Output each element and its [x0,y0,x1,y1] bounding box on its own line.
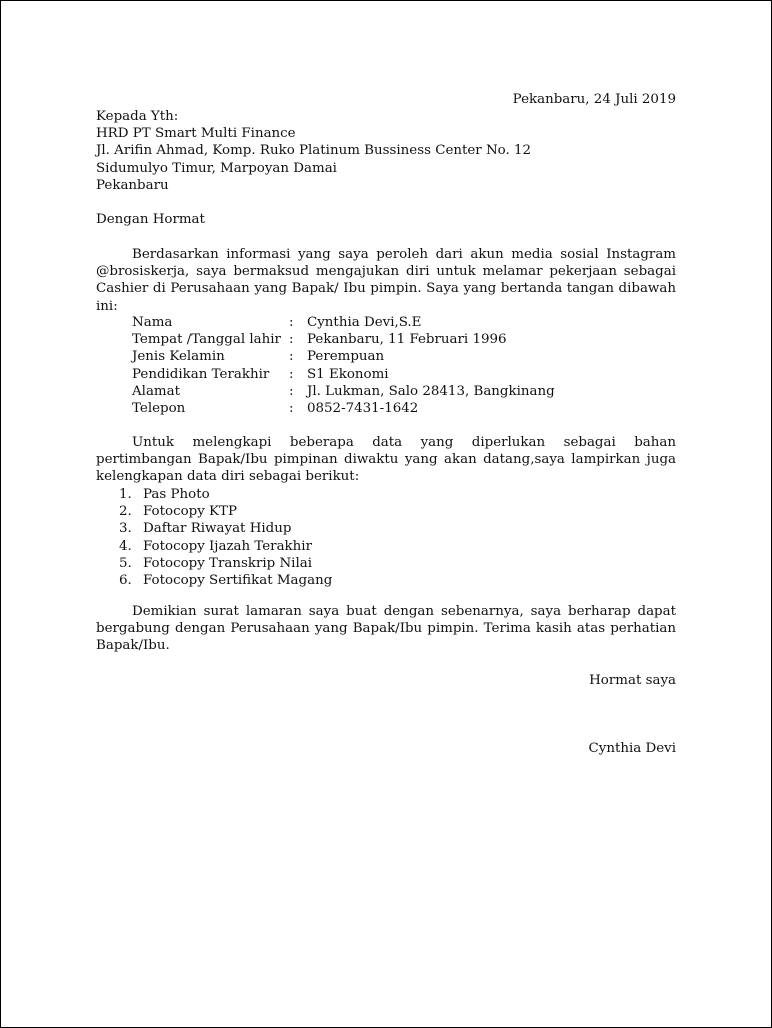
list-item [119,520,332,537]
attachment-list [119,486,332,589]
info-colon: : [289,383,294,399]
list-item [119,538,332,555]
info-value: 0852-7431-1642 [307,400,419,416]
list-item [119,572,332,589]
place-date: Pekanbaru, 24 Juli 2019 [512,92,676,107]
recipient-line: Kepada Yth: [96,109,179,124]
paragraph-attachments-intro: Untuk melengkapi beberapa data yang diperlukan sebagai bahan pertimbangan Bapak/Ibu pimpinan diwaktu yang akan datang,saya lampirkan juga kelengkapan data diri sebagai berikut: [96,435,676,485]
list-item [119,486,332,503]
signature-name: Cynthia Devi [588,741,676,756]
info-row [132,348,555,365]
list-item [119,503,332,520]
info-row [132,366,555,383]
recipient-line: Jl. Arifin Ahmad, Komp. Ruko Platinum Bussiness Center No. 12 [96,143,532,159]
personal-info-table [132,314,555,417]
list-number: 1. [119,487,132,502]
recipient-line: HRD PT Smart Multi Finance [96,126,296,142]
list-text: Pas Photo [143,487,210,502]
info-value: Pekanbaru, 11 Februari 1996 [307,332,507,348]
paragraph-intro: Berdasarkan informasi yang saya peroleh dari akun media sosial Instagram @brosiskerja, saya bermaksud mengajukan diri untuk melamar pekerjaan sebagai Cashier di Perusahaan yang Bapak/ Ibu pimpin. Saya yang bertanda tangan dibawah ini: [96,247,676,314]
info-colon: : [289,349,294,365]
paragraph-closing: Demikian surat lamaran saya buat dengan sebenarnya, saya berharap dapat bergabung dengan Perusahaan yang Bapak/Ibu pimpin. Terima kasih atas perhatian Bapak/Ibu. [96,604,676,654]
list-text: Fotocopy Ijazah Terakhir [143,538,312,554]
list-number: 5. [119,555,132,571]
list-number: 2. [119,504,132,520]
recipient-line: Pekanbaru [96,177,169,193]
list-item [119,555,332,572]
info-label: Telepon [132,400,186,416]
info-value: Perempuan [307,349,385,365]
info-value: Jl. Lukman, Salo 28413, Bangkinang [307,383,555,399]
info-colon: : [289,366,294,382]
info-row [132,314,555,331]
info-colon: : [289,315,294,330]
recipient-block [96,108,676,194]
list-number: 3. [119,521,132,537]
info-label: Pendidikan Terakhir [132,366,270,382]
info-label: Jenis Kelamin [132,349,225,365]
info-row [132,331,555,348]
info-row [132,400,555,417]
list-number: 4. [119,538,132,554]
info-value: S1 Ekonomi [307,366,389,382]
info-row [132,383,555,400]
info-colon: : [289,400,294,416]
list-text: Fotocopy Sertifikat Magang [143,572,333,588]
list-text: Daftar Riwayat Hidup [143,521,292,537]
closing-phrase: Hormat saya [589,673,676,688]
info-label: Nama [132,315,173,330]
salutation: Dengan Hormat [96,212,205,227]
info-colon: : [289,332,294,348]
list-text: Fotocopy KTP [143,504,237,520]
recipient-line: Sidumulyo Timur, Marpoyan Damai [96,160,337,176]
list-text: Fotocopy Transkrip Nilai [143,555,313,571]
info-label: Alamat [132,383,180,399]
list-number: 6. [119,572,132,588]
info-value: Cynthia Devi,S.E [307,315,422,330]
info-label: Tempat /Tanggal lahir [132,332,281,348]
